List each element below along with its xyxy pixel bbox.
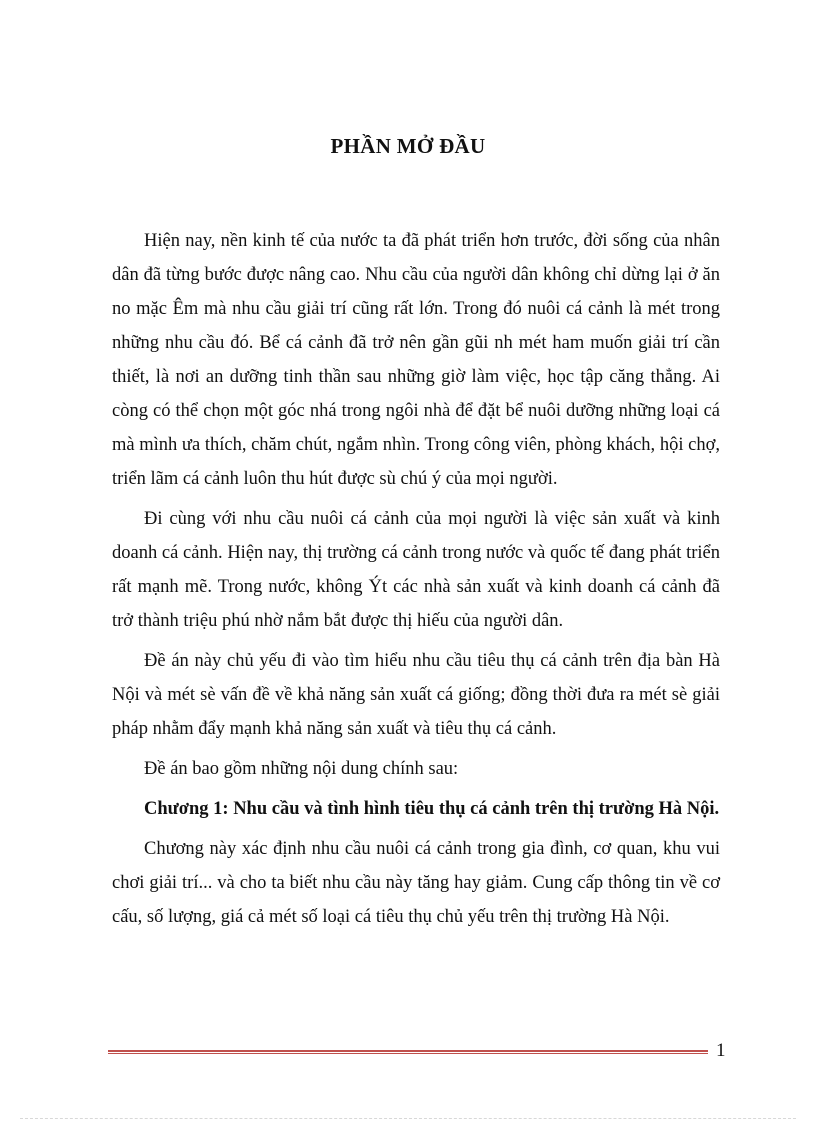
chapter-paragraph: Chương này xác định nhu cầu nuôi cá cảnh trong gia đình, cơ quan, khu vui chơi giải trí... và cho ta biết nhu cầu này tăng hay giảm. Cung cấp thông tin về cơ cấu, số lượng, giá cả mét số loại cá tiêu thụ chủ yếu trên thị trường Hà Nội. — [112, 839, 720, 927]
page-number: 1 — [716, 1040, 726, 1061]
intro-paragraph-2: Đi cùng với nhu cầu nuôi cá cảnh của mọi người là việc sản xuất và kinh doanh cá cảnh. Hiện nay, thị trường cá cảnh trong nước và quốc tế đang phát triển rất mạnh mẽ. Trong nước, không Ýt các nhà sản xuất và kinh doanh cá cảnh đã trở thành triệu phú nhờ nắm bắt được thị hiếu của người dân. — [112, 509, 720, 631]
page-title: PHẦN MỞ ĐẦU — [330, 134, 486, 158]
page-edge-divider — [20, 1118, 796, 1119]
footer-divider — [108, 1050, 708, 1054]
intro-paragraph-4: Đề án bao gồm những nội dung chính sau: — [144, 759, 459, 779]
chapter-heading: Chương 1: Nhu cầu và tình hình tiêu thụ cá cảnh trên thị trường Hà Nội. — [144, 799, 720, 819]
body-text — [112, 224, 720, 934]
intro-paragraph-3: Đề án này chủ yếu đi vào tìm hiểu nhu cầu tiêu thụ cá cảnh trên địa bàn Hà Nội và mét sè vấn đề về khả năng sản xuất cá giống; đồng thời đưa ra mét sè giải pháp nhằm đẩy mạnh khả năng sản xuất và tiêu thụ cá cảnh. — [112, 651, 720, 739]
intro-paragraph-1: Hiện nay, nền kinh tế của nước ta đã phát triển hơn trước, đời sống của nhân dân đã từng bước được nâng cao. Nhu cầu của người dân không chỉ dừng lại ở ăn no mặc Êm mà nhu cầu giải trí cũng rất lớn. Trong đó nuôi cá cảnh là mét trong những nhu cầu đó. Bể cá cảnh đã trở nên gần gũi nh mét ham muốn giải trí cần thiết, là nơi an dưỡng tinh thần sau những giờ làm việc, học tập căng thẳng. Ai còng có thể chọn một góc nhá trong ngôi nhà để đặt bể nuôi dưỡng những loại cá mà mình ưa thích, chăm chút, ngắm nhìn. Trong công viên, phòng khách, hội chợ, triển lãm cá cảnh luôn thu hút được sù chú ý của mọi người. — [112, 231, 720, 489]
